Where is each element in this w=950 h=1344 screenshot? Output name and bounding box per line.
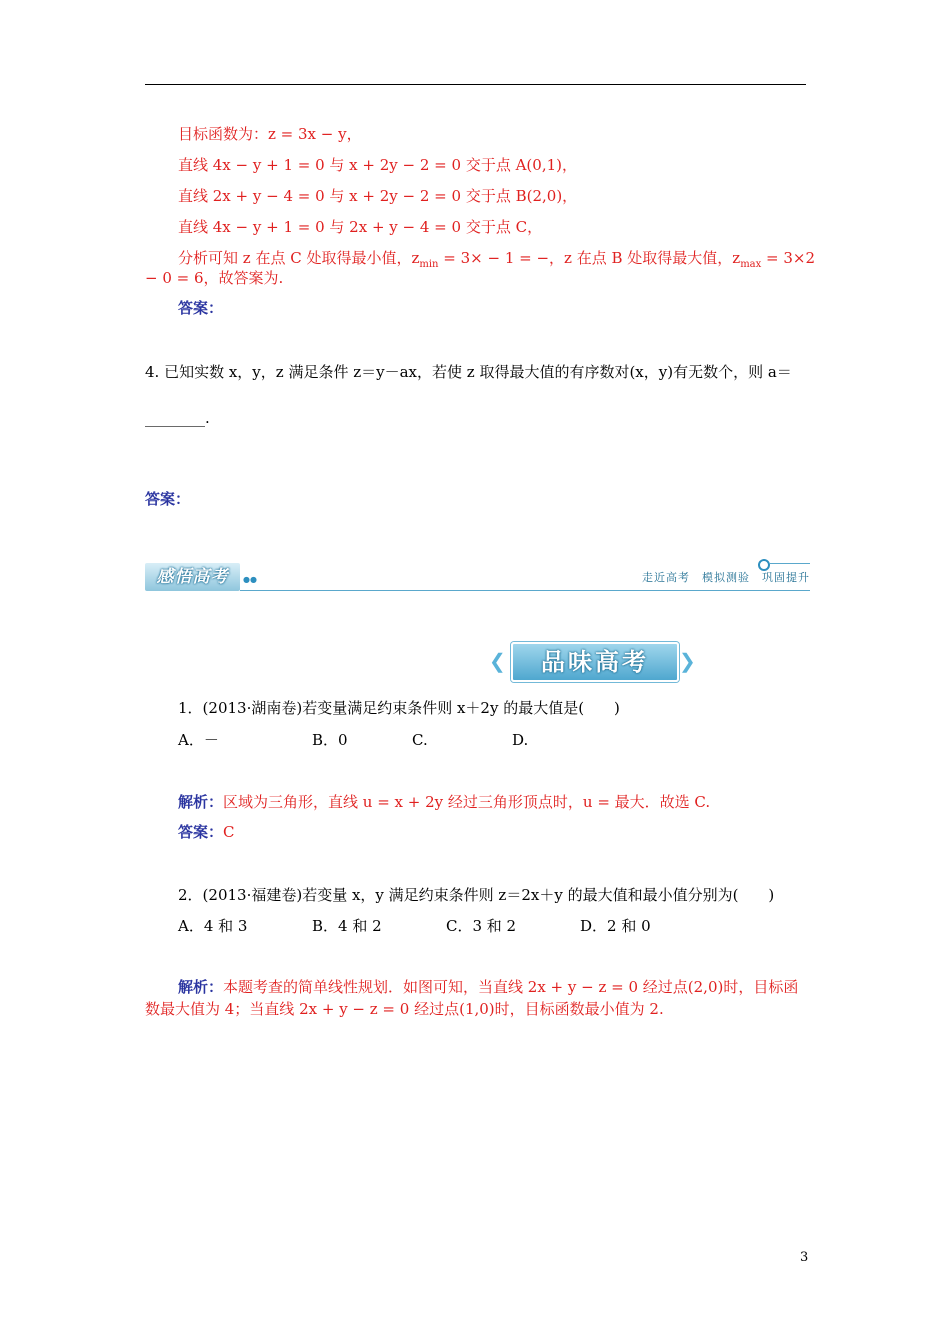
p1-option-d: D. xyxy=(512,731,529,749)
wing-left-icon: ❮ xyxy=(489,649,506,673)
pinwei-title: 品味高考 xyxy=(511,642,679,682)
p1-option-a: A．－ xyxy=(178,731,219,749)
p1-analysis-label: 解析： xyxy=(178,793,224,811)
section-banner xyxy=(145,563,810,591)
solution-line-3: 直线 2x + y − 4 = 0 与 x + 2y − 2 = 0 交于点 B(2,0)， xyxy=(178,187,578,205)
banner-topline xyxy=(770,563,810,564)
p2-analysis-line-1 xyxy=(178,977,798,997)
zmin-symbol: z xyxy=(411,249,420,267)
p2-option-b: B．4 和 2 xyxy=(312,917,382,935)
zmax-subscript: max xyxy=(740,259,762,270)
p1-stem: 1．(2013·湖南卷)若变量满足约束条件则 x＋2y 的最大值是( ) xyxy=(178,699,620,717)
banner-baseline xyxy=(240,590,810,591)
solution-line-2: 直线 4x − y + 1 = 0 与 x + 2y − 2 = 0 交于点 A(0,1)， xyxy=(178,156,577,174)
solution-line-4: 直线 4x − y + 1 = 0 与 2x + y − 4 = 0 交于点 C， xyxy=(178,218,543,236)
p2-analysis-line-2: 数最大值为 4；当直线 2x + y − z = 0 经过点(1,0)时，目标函数最小值为 2. xyxy=(145,1000,664,1018)
solution-line-5a: 分析可知 z 在点 C 处取得最小值， xyxy=(178,249,412,267)
banner-dots-icon: ●● xyxy=(243,575,257,584)
p1-answer xyxy=(178,822,235,842)
p1-analysis-text: 区域为三角形，直线 u = x + 2y 经过三角形顶点时，u = 最大．故选 C. xyxy=(223,793,711,811)
banner-tag: 感悟高考 xyxy=(145,563,240,591)
page-number: 3 xyxy=(800,1250,809,1265)
p2-option-c: C．3 和 2 xyxy=(446,917,517,935)
p1-analysis xyxy=(178,792,710,812)
p1-option-c: C. xyxy=(412,731,428,749)
banner-right-text: 走近高考 模拟测验 巩固提升 xyxy=(642,571,810,584)
solution-line-6: − 0 = 6，故答案为. xyxy=(145,269,284,287)
solution-line-5c: = 3× − 1 = −，z 在点 B 处取得最大值， xyxy=(438,249,733,267)
solution-answer-label: 答案： xyxy=(178,299,224,317)
p2-stem: 2．(2013·福建卷)若变量 x，y 满足约束条件则 z＝2x＋y 的最大值和最小值分别为( ) xyxy=(178,886,775,904)
q4-text: 4. 已知实数 x，y，z 满足条件 z＝y－ax，若使 z 取得最大值的有序数对(x，y)有无数个，则 a＝ xyxy=(145,363,792,381)
p2-analysis-label: 解析： xyxy=(178,978,224,996)
solution-line-5e: = 3×2 xyxy=(761,249,816,267)
header-rule xyxy=(145,84,806,85)
zmax-symbol: z xyxy=(732,249,741,267)
p1-option-b: B．0 xyxy=(312,731,348,749)
p1-answer-label: 答案： xyxy=(178,823,224,841)
p2-option-d: D．2 和 0 xyxy=(580,917,651,935)
p2-analysis-text-1: 本题考查的简单线性规划．如图可知，当直线 2x + y − z = 0 经过点(2,0)时，目标函 xyxy=(223,978,799,996)
zmin-subscript: min xyxy=(419,259,439,270)
p2-option-a: A．4 和 3 xyxy=(178,917,248,935)
wing-right-icon: ❯ xyxy=(679,649,696,673)
pinwei-badge xyxy=(489,636,699,682)
p1-answer-value: C xyxy=(223,823,235,841)
q4-answer-label: 答案： xyxy=(145,490,191,508)
solution-line-1: 目标函数为：z = 3x − y， xyxy=(178,125,362,143)
q4-blank: ________. xyxy=(145,409,210,427)
